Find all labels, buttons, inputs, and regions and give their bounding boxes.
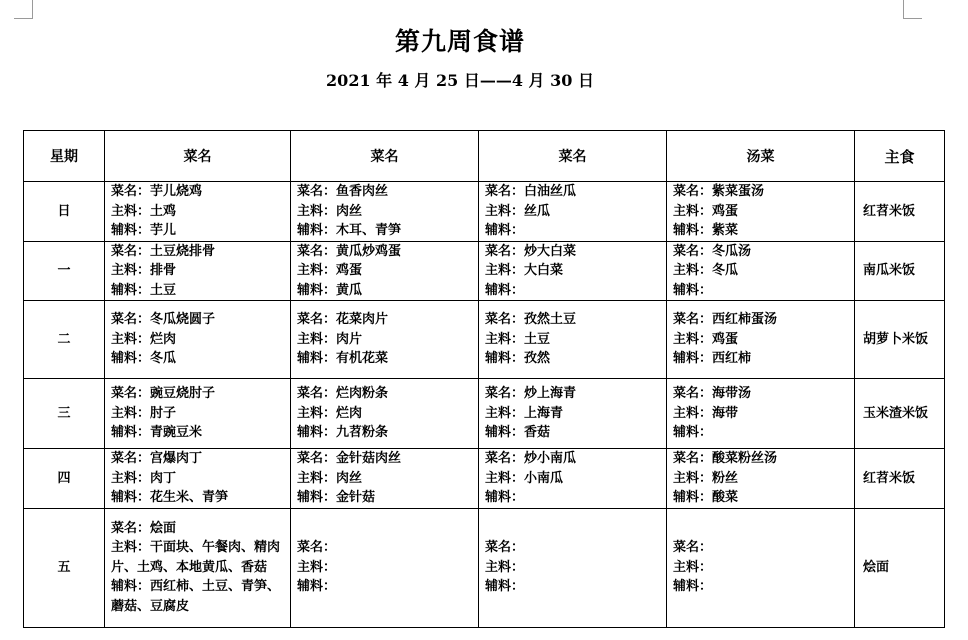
dish-name: 菜名：孜然土豆 xyxy=(485,312,577,328)
dish-name: 菜名：冬瓜汤 xyxy=(673,243,752,259)
dish-name: 菜名： xyxy=(485,540,525,556)
main-ingredient: 主料：肘子 xyxy=(111,405,177,421)
soup-cell xyxy=(667,508,855,627)
soup-cell xyxy=(667,379,855,449)
main-ingredient: 主料：土鸡 xyxy=(111,203,177,219)
main-ingredient: 主料：肉丁 xyxy=(111,470,177,486)
main-ingredient: 主料：粉丝 xyxy=(673,470,739,486)
side-ingredient: 辅料：金针菇 xyxy=(297,490,376,505)
weekday-cell: 一 xyxy=(24,241,105,301)
main-ingredient: 主料：肉片 xyxy=(297,331,363,347)
main-ingredient: 主料： xyxy=(485,559,525,575)
side-ingredient: 辅料：木耳、青笋 xyxy=(297,223,402,238)
side-ingredient: 辅料： xyxy=(485,579,525,595)
dish-3-cell xyxy=(479,241,667,301)
weekday-cell: 日 xyxy=(24,182,105,242)
table-row xyxy=(24,182,945,242)
side-ingredient: 辅料： xyxy=(485,490,525,505)
side-ingredient: 辅料： xyxy=(485,223,525,238)
dish-name: 菜名：炒上海青 xyxy=(485,386,577,402)
dish-name: 菜名：豌豆烧肘子 xyxy=(111,386,216,402)
side-ingredient: 辅料： xyxy=(485,282,525,298)
dish-name: 菜名： xyxy=(673,540,713,556)
dish-3-cell xyxy=(479,301,667,379)
side-ingredient: 辅料： xyxy=(673,579,713,595)
dish-3-cell xyxy=(479,379,667,449)
side-ingredient: 辅料：西红柿 xyxy=(673,351,752,367)
side-ingredient: 辅料：西红柿、土豆、青笋、蘑菇、豆腐皮 xyxy=(111,579,281,614)
main-ingredient: 主料：鸡蛋 xyxy=(673,331,739,347)
side-ingredient: 辅料：香菇 xyxy=(485,425,551,441)
side-ingredient: 辅料：青豌豆米 xyxy=(111,425,203,441)
main-ingredient: 主料：鸡蛋 xyxy=(297,263,363,278)
dish-2-cell xyxy=(291,449,479,509)
main-ingredient: 主料：上海青 xyxy=(485,405,564,421)
main-ingredient: 主料：小南瓜 xyxy=(485,470,564,486)
weekly-menu-table xyxy=(23,130,945,628)
side-ingredient: 辅料：黄瓜 xyxy=(297,282,363,298)
dish-name: 菜名：黄瓜炒鸡蛋 xyxy=(297,243,402,259)
dish-2-cell xyxy=(291,301,479,379)
dish-name: 菜名：烂肉粉条 xyxy=(297,386,389,402)
side-ingredient: 辅料： xyxy=(297,579,337,595)
dish-name: 菜名：酸菜粉丝汤 xyxy=(673,451,778,466)
weekday-cell: 二 xyxy=(24,301,105,379)
dish-name: 菜名：金针菇肉丝 xyxy=(297,451,402,466)
dish-name: 菜名：西红柿蛋汤 xyxy=(673,312,778,328)
soup-cell xyxy=(667,241,855,301)
main-ingredient: 主料：烂肉 xyxy=(111,331,177,347)
dish-2-cell xyxy=(291,508,479,627)
dish-1-cell xyxy=(105,301,291,379)
dish-name: 菜名：炒小南瓜 xyxy=(485,451,577,466)
main-ingredient: 主料：鸡蛋 xyxy=(673,203,739,219)
main-ingredient: 主料： xyxy=(673,559,713,575)
staple-food-cell: 烩面 xyxy=(855,508,945,627)
dish-name: 菜名：花菜肉片 xyxy=(297,312,389,328)
side-ingredient: 辅料：土豆 xyxy=(111,282,177,298)
staple-food-cell: 胡萝卜米饭 xyxy=(855,301,945,379)
dish-2-cell xyxy=(291,182,479,242)
dish-3-cell xyxy=(479,508,667,627)
table-row xyxy=(24,379,945,449)
dish-name: 菜名：宫爆肉丁 xyxy=(111,451,203,466)
table-row xyxy=(24,449,945,509)
side-ingredient: 辅料：冬瓜 xyxy=(111,351,177,367)
staple-food-cell: 红苕米饭 xyxy=(855,449,945,509)
dish-name: 菜名：土豆烧排骨 xyxy=(111,243,216,259)
soup-cell xyxy=(667,301,855,379)
main-ingredient: 主料： xyxy=(297,559,337,575)
table-row xyxy=(24,241,945,301)
page-title: 第九周食谱 xyxy=(394,27,525,56)
dish-1-cell xyxy=(105,449,291,509)
weekday-cell: 四 xyxy=(24,449,105,509)
dish-name: 菜名：白油丝瓜 xyxy=(485,184,577,199)
table-row xyxy=(24,508,945,627)
dish-1-cell xyxy=(105,241,291,301)
main-ingredient: 主料：干面块、午餐肉、精肉片、土鸡、本地黄瓜、香菇 xyxy=(111,540,281,575)
soup-cell xyxy=(667,449,855,509)
side-ingredient: 辅料：芋儿 xyxy=(111,223,177,238)
staple-food-cell: 玉米渣米饭 xyxy=(855,379,945,449)
header-weekday: 星期 xyxy=(24,131,105,182)
side-ingredient: 辅料：花生米、青笋 xyxy=(111,490,229,505)
main-ingredient: 主料：冬瓜 xyxy=(673,263,739,278)
dish-1-cell xyxy=(105,182,291,242)
main-ingredient: 主料：土豆 xyxy=(485,331,551,347)
header-dish-1: 菜名 xyxy=(105,131,291,182)
main-ingredient: 主料：肉丝 xyxy=(297,203,363,219)
side-ingredient: 辅料： xyxy=(673,282,713,298)
dish-name: 菜名：鱼香肉丝 xyxy=(297,184,389,199)
table-body xyxy=(24,182,945,628)
dish-2-cell xyxy=(291,379,479,449)
dish-3-cell xyxy=(479,449,667,509)
side-ingredient: 辅料：酸菜 xyxy=(673,490,739,505)
header-staple: 主食 xyxy=(855,131,945,182)
header-soup: 汤菜 xyxy=(667,131,855,182)
table-header-row xyxy=(24,131,945,182)
dish-1-cell xyxy=(105,379,291,449)
main-ingredient: 主料：排骨 xyxy=(111,263,177,278)
main-ingredient: 主料：烂肉 xyxy=(297,405,363,421)
side-ingredient: 辅料：孜然 xyxy=(485,351,551,367)
staple-food-cell: 红苕米饭 xyxy=(855,182,945,242)
dish-name: 菜名：炒大白菜 xyxy=(485,243,577,259)
dish-2-cell xyxy=(291,241,479,301)
main-ingredient: 主料：肉丝 xyxy=(297,470,363,486)
side-ingredient: 辅料：紫菜 xyxy=(673,223,739,238)
main-ingredient: 主料：丝瓜 xyxy=(485,203,551,219)
weekday-cell: 三 xyxy=(24,379,105,449)
side-ingredient: 辅料：有机花菜 xyxy=(297,351,389,367)
weekday-cell: 五 xyxy=(24,508,105,627)
main-ingredient: 主料：大白菜 xyxy=(485,263,564,278)
soup-cell xyxy=(667,182,855,242)
side-ingredient: 辅料：九苕粉条 xyxy=(297,425,389,441)
dish-name: 菜名：冬瓜烧圆子 xyxy=(111,312,216,328)
header-dish-3: 菜名 xyxy=(479,131,667,182)
dish-name: 菜名：海带汤 xyxy=(673,386,752,402)
dish-name: 菜名：紫菜蛋汤 xyxy=(673,184,765,199)
page-corner-mark-left xyxy=(14,0,33,19)
main-ingredient: 主料：海带 xyxy=(673,405,739,421)
staple-food-cell: 南瓜米饭 xyxy=(855,241,945,301)
dish-name: 菜名：芋儿烧鸡 xyxy=(111,184,203,199)
side-ingredient: 辅料： xyxy=(673,425,713,441)
dish-3-cell xyxy=(479,182,667,242)
date-range-subtitle: 2021 年 4 月 25 日——4 月 30 日 xyxy=(326,71,594,90)
page-corner-mark-right xyxy=(903,0,922,19)
dish-name: 菜名：烩面 xyxy=(111,520,177,536)
header-dish-2: 菜名 xyxy=(291,131,479,182)
table-row xyxy=(24,301,945,379)
dish-1-cell xyxy=(105,508,291,627)
dish-name: 菜名： xyxy=(297,540,337,556)
